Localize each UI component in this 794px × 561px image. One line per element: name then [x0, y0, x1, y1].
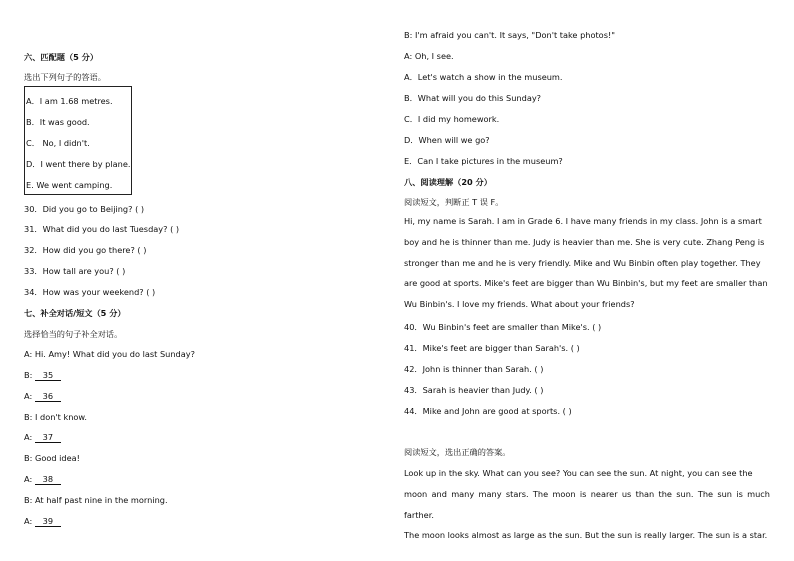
dialogue-line: B: At half past nine in the morning.: [24, 495, 168, 505]
blank-39: 39: [35, 516, 61, 527]
section7-title: 七、补全对话/短文（5 分）: [24, 308, 126, 318]
section6-title: 六、匹配题（5 分）: [24, 52, 99, 62]
dialogue-line: A: Oh, I see.: [404, 51, 454, 61]
question-33: 33．How tall are you? ( ): [24, 266, 126, 276]
question-30: 30．Did you go to Beijing? ( ): [24, 204, 145, 214]
dialogue-line: A: 38: [24, 473, 61, 485]
blank-37: 37: [35, 432, 61, 443]
section6-instruction: 选出下列句子的答语。: [24, 72, 106, 82]
dialogue-line: B: I'm afraid you can't. It says, "Don't take photos!": [404, 30, 616, 40]
option-d: D．I went there by plane.: [26, 159, 131, 169]
dialogue-line: B: Good idea!: [24, 453, 80, 463]
question-31: 31．What did you do last Tuesday? ( ): [24, 224, 180, 234]
option-a: A．I am 1.68 metres.: [26, 96, 113, 106]
dialogue-line: A: 39: [24, 515, 61, 527]
question-43: 43．Sarah is heavier than Judy. ( ): [404, 385, 544, 395]
answer-options-box: [24, 86, 132, 195]
blank-36: 36: [35, 391, 61, 402]
option-c: C． No, I didn't.: [26, 138, 90, 148]
dialogue-option-a: A．Let's watch a show in the museum.: [404, 72, 563, 82]
option-e: E. We went camping.: [26, 180, 113, 190]
question-44: 44．Mike and John are good at sports. ( ): [404, 406, 572, 416]
dialogue-line: A: Hi. Amy! What did you do last Sunday?: [24, 349, 195, 359]
dialogue-line: B: 35: [24, 369, 61, 381]
option-b: B．It was good.: [26, 117, 90, 127]
section8-instruction-2: 阅读短文，选出正确的答案。: [404, 447, 511, 457]
question-42: 42．John is thinner than Sarah. ( ): [404, 364, 544, 374]
question-32: 32．How did you go there? ( ): [24, 245, 147, 255]
blank-38: 38: [35, 474, 61, 485]
dialogue-option-b: B．What will you do this Sunday?: [404, 93, 542, 103]
dialogue-option-c: C．I did my homework.: [404, 114, 500, 124]
dialogue-line: A: 37: [24, 431, 61, 443]
dialogue-line: B: I don't know.: [24, 412, 87, 422]
reading-passage-2: Look up in the sky. What can you see? You can see the sun. At night, you can see the moon and many many stars. The moon is nearer us than the sun. The sun is much farther. The moon looks almost as large as the sun. But the sun is really larger. The sun is a star.: [404, 468, 770, 541]
question-34: 34．How was your weekend? ( ): [24, 287, 156, 297]
section7-instruction: 选择恰当的句子补全对话。: [24, 329, 123, 339]
dialogue-line: A: 36: [24, 390, 61, 402]
section8-title: 八、阅读理解（20 分）: [404, 177, 492, 187]
question-40: 40．Wu Binbin's feet are smaller than Mike's. ( ): [404, 322, 602, 332]
section8-instruction-1: 阅读短文，判断正 T 误 F。: [404, 197, 504, 207]
question-41: 41．Mike's feet are bigger than Sarah's. ( ): [404, 343, 580, 353]
dialogue-option-d: D．When will we go?: [404, 135, 490, 145]
dialogue-option-e: E．Can I take pictures in the museum?: [404, 156, 563, 166]
reading-passage-1: Hi, my name is Sarah. I am in Grade 6. I have many friends in my class. John is a smart boy and he is thinner than me. Judy is heavier than me. She is very cute. Zhang Peng is stronger than me and he is very friendly. Mike and Wu Binbin often play together. They are good at sports. Mike's feet are bigger than Wu Binbin's, but my feet are smaller than Wu Binbin's. I love my friends. What about your friends?: [404, 216, 768, 310]
blank-35: 35: [35, 370, 61, 381]
